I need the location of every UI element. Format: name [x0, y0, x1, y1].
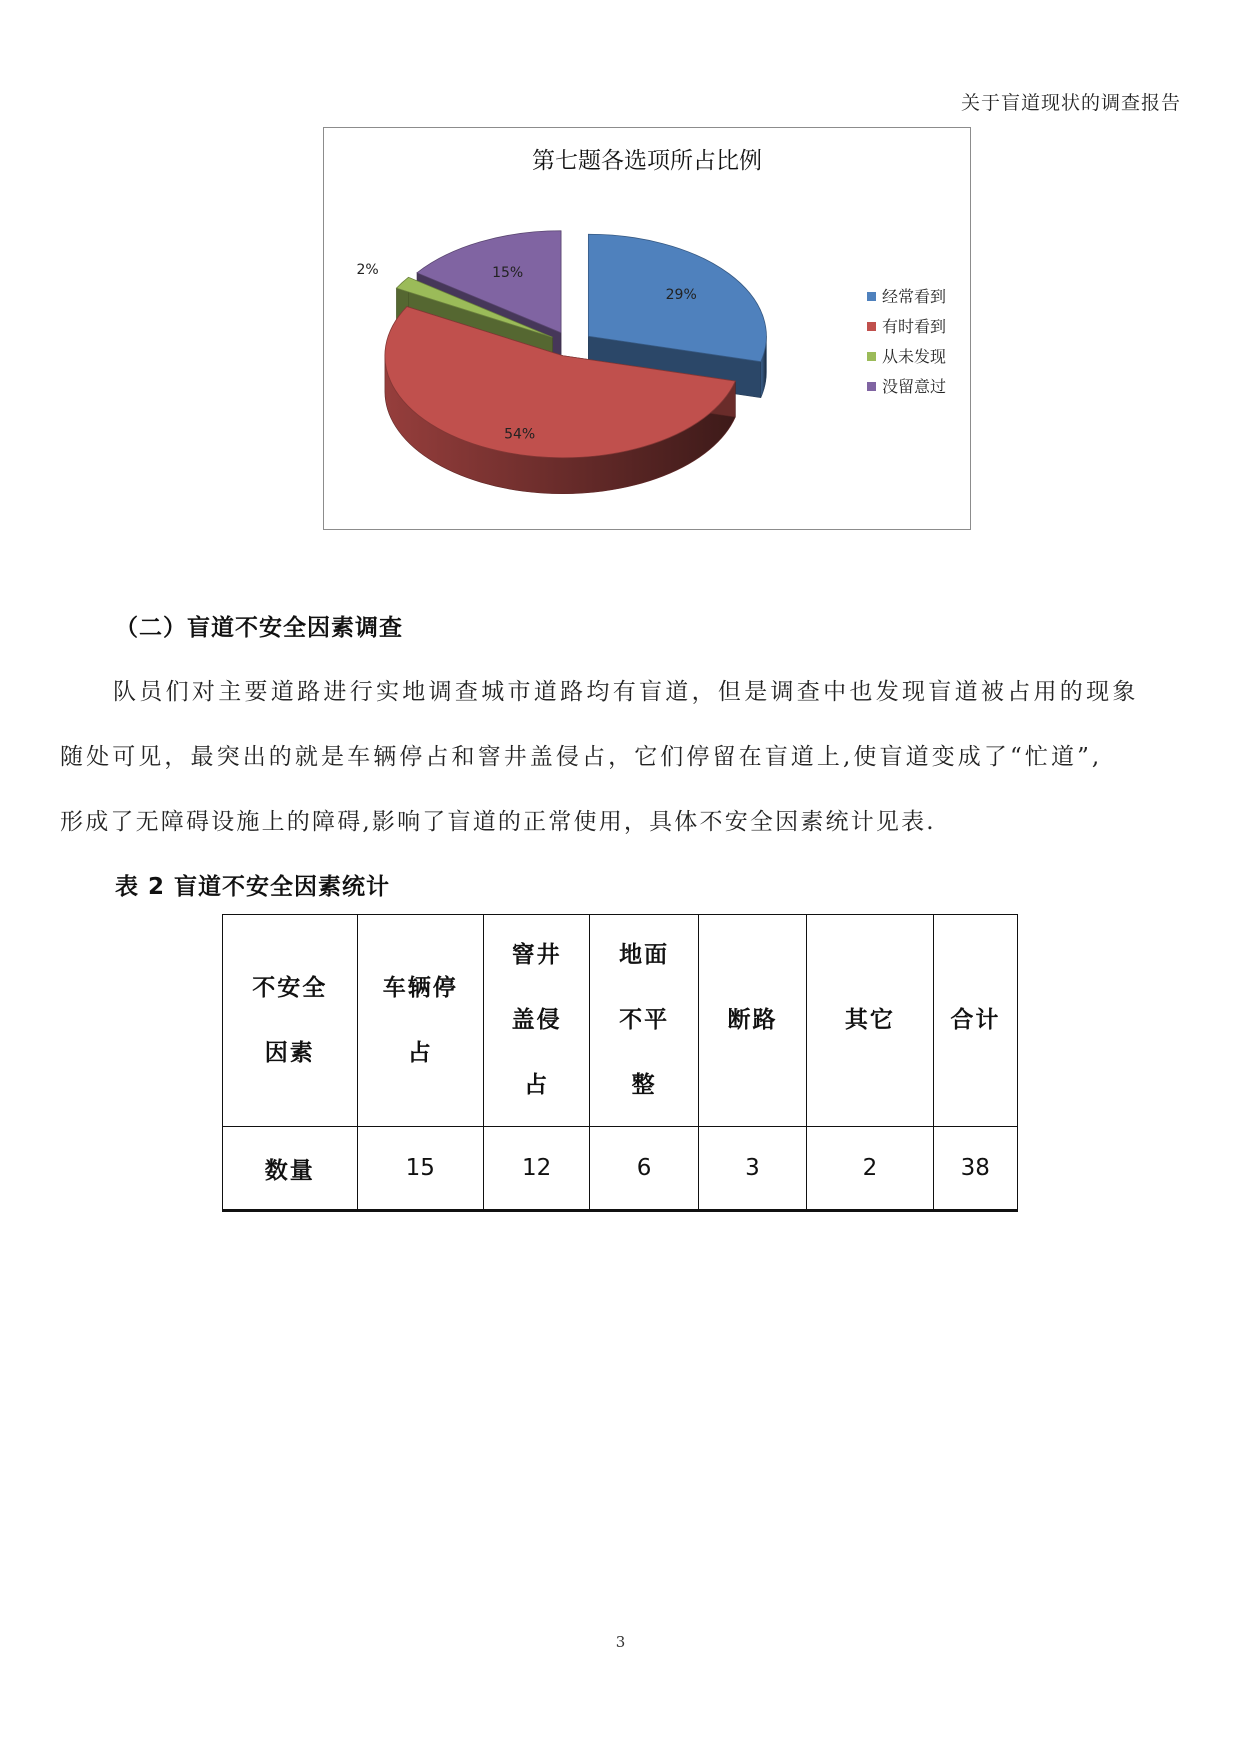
legend-item-经常看到 — [867, 287, 946, 306]
row-label-count: 数量 — [223, 1127, 358, 1211]
value-cell-uneven: 6 — [590, 1127, 698, 1211]
data-label-经常看到: 29% — [665, 287, 697, 304]
paragraph-line-1: 队员们对主要道路进行实地调查城市道路均有盲道，但是调查中也发现盲道被占用的现象 — [113, 679, 1139, 705]
data-label-有时看到: 54% — [504, 426, 536, 443]
legend-swatch — [867, 292, 876, 301]
chart-legend — [867, 287, 946, 396]
chart-title: 第七题各选项所占比例 — [532, 148, 762, 174]
legend-swatch — [867, 352, 876, 361]
table-row — [223, 1127, 1018, 1211]
header-cell-uneven: 地面 不平 整 — [590, 915, 698, 1127]
pie-slices — [356, 231, 766, 494]
legend-item-从未发现 — [867, 347, 946, 366]
header-cell-broken: 断路 — [698, 915, 806, 1127]
pie-chart-svg — [324, 128, 970, 529]
legend-item-有时看到 — [867, 317, 946, 336]
legend-label: 没留意过 — [882, 377, 947, 396]
legend-swatch — [867, 382, 876, 391]
legend-item-没留意过 — [867, 377, 946, 396]
header-cell-other: 其它 — [807, 915, 933, 1127]
legend-label: 从未发现 — [882, 347, 947, 366]
header-cell-total: 合计 — [933, 915, 1017, 1127]
header-cell-manhole: 窨井 盖侵 占 — [483, 915, 589, 1127]
value-cell-vehicle: 15 — [357, 1127, 483, 1211]
page-number: 3 — [615, 1633, 626, 1651]
value-cell-broken: 3 — [698, 1127, 806, 1211]
section-heading: （二）盲道不安全因素调查 — [115, 615, 403, 641]
value-cell-total: 38 — [933, 1127, 1017, 1211]
legend-label: 有时看到 — [882, 317, 947, 336]
table-caption: 表 2 盲道不安全因素统计 — [115, 874, 391, 900]
legend-label: 经常看到 — [882, 287, 947, 306]
data-label-从未发现: 2% — [356, 262, 379, 279]
legend-swatch — [867, 322, 876, 331]
safety-factors-table — [222, 914, 1018, 1212]
table-header-row — [223, 915, 1018, 1127]
paragraph-line-2: 随处可见，最突出的就是车辆停占和窨井盖侵占，它们停留在盲道上,使盲道变成了“忙道”, — [60, 744, 1103, 770]
header-cell-factor: 不安全 因素 — [223, 915, 358, 1127]
header-cell-vehicle: 车辆停 占 — [357, 915, 483, 1127]
value-cell-manhole: 12 — [483, 1127, 589, 1211]
data-label-没留意过: 15% — [492, 264, 524, 281]
value-cell-other: 2 — [807, 1127, 933, 1211]
running-header: 关于盲道现状的调查报告 — [960, 92, 1181, 114]
paragraph-line-3: 形成了无障碍设施上的障碍,影响了盲道的正常使用，具体不安全因素统计见表. — [60, 809, 936, 835]
pie-chart — [323, 127, 971, 530]
